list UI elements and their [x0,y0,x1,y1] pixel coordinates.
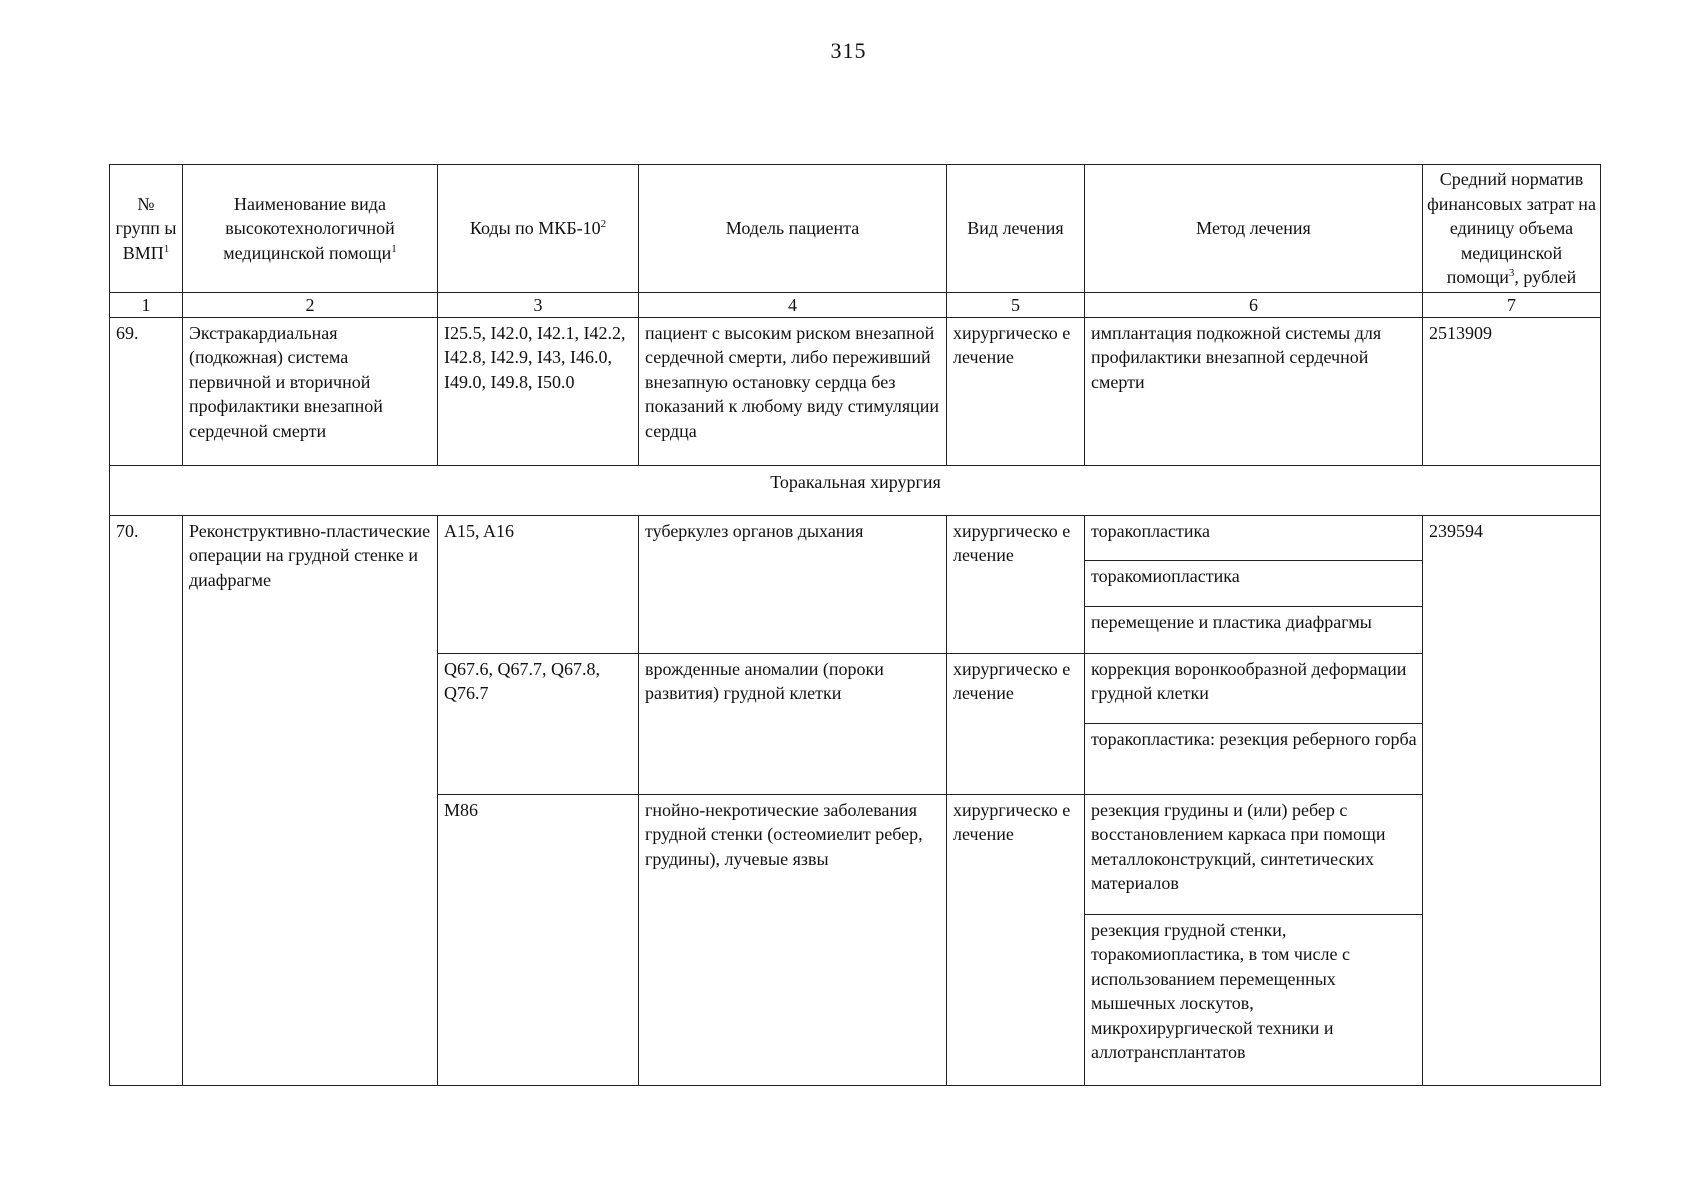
section-title: Торакальная хирургия [110,465,1601,515]
column-number: 5 [947,292,1085,317]
header-icd-codes: Коды по МКБ-$10^2$ [438,165,639,293]
group-number: 69. [110,317,183,465]
care-type-name: Реконструктивно-пластические операции на грудной стенке и диафрагме [183,515,438,1085]
treatment-method-group [1085,653,1423,794]
icd-codes: M86 [438,794,639,1085]
average-cost: 239594 [1423,515,1601,1085]
header-group-number: № групп ы ВМП$^1$ [110,165,183,293]
column-number: 2 [183,292,438,317]
column-number-row [110,292,1601,317]
patient-model: пациент с высоким риском внезапной сердечной смерти, либо переживший внезапную остановку сердца без показаний к любому виду стимуляции сердца [639,317,947,465]
column-number: 4 [639,292,947,317]
page-number: 315 [830,38,867,63]
icd-codes: A15, A16 [438,515,639,653]
treatment-method: перемещение и пластика диафрагмы [1091,611,1372,632]
treatment-type: хирургическо е лечение [947,653,1085,794]
average-cost: 2513909 [1423,317,1601,465]
column-number: 3 [438,292,639,317]
treatment-method: торакопластика [1085,516,1422,561]
column-number: 6 [1085,292,1423,317]
patient-model: гнойно-некротические заболевания грудной стенки (остеомиелит ребер, грудины), лучевые язвы [639,794,947,1085]
treatment-type: хирургическо е лечение [947,317,1085,465]
header-treatment-type: Вид лечения [947,165,1085,293]
treatment-method: имплантация подкожной системы для профилактики внезапной сердечной смерти [1085,317,1423,465]
patient-model: врожденные аномалии (пороки развития) грудной клетки [639,653,947,794]
treatment-method: торакопластика: резекция реберного горба [1091,728,1417,749]
group-number: 70. [110,515,183,1085]
treatment-type: хирургическо е лечение [947,794,1085,1085]
care-type-name: Экстракардиальная (подкожная) система первичной и вторичной профилактики внезапной сердечной смерти [183,317,438,465]
treatment-type: хирургическо е лечение [947,515,1085,653]
patient-model: туберкулез органов дыхания [639,515,947,653]
column-number: 1 [110,292,183,317]
table-header-row [110,165,1601,293]
table-row-69 [110,317,1601,465]
treatment-method: торакомиопластика [1085,561,1422,607]
treatment-method-group [1085,794,1423,1085]
treatment-method: резекция грудины и (или) ребер с восстановлением каркаса при помощи металлоконструкций, синтетических материалов [1085,795,1422,915]
section-header-row [110,465,1601,515]
column-number: 7 [1423,292,1601,317]
treatment-method: коррекция воронкообразной деформации грудной клетки [1085,654,1422,724]
icd-codes: I25.5, I42.0, I42.1, I42.2, I42.8, I42.9, I43, I46.0, I49.0, I49.8, I50.0 [438,317,639,465]
treatment-method-group [1085,515,1423,653]
header-treatment-method: Метод лечения [1085,165,1423,293]
table-row-70 [110,515,1601,653]
icd-codes: Q67.6, Q67.7, Q67.8, Q76.7 [438,653,639,794]
treatment-method: резекция грудной стенки, торакомиопластика, в том числе с использованием перемещенных мышечных лоскутов, микрохирургической техники и аллотрансплантатов [1091,919,1350,1062]
header-patient-model: Модель пациента [639,165,947,293]
vmp-table [109,164,1601,1086]
header-care-type-name: Наименование вида высокотехнологичной медицинской помощи$^1$ [183,165,438,293]
header-average-cost: Средний норматив финансовых затрат на единицу объема медицинской помощи$^3$, рублей [1423,165,1601,293]
